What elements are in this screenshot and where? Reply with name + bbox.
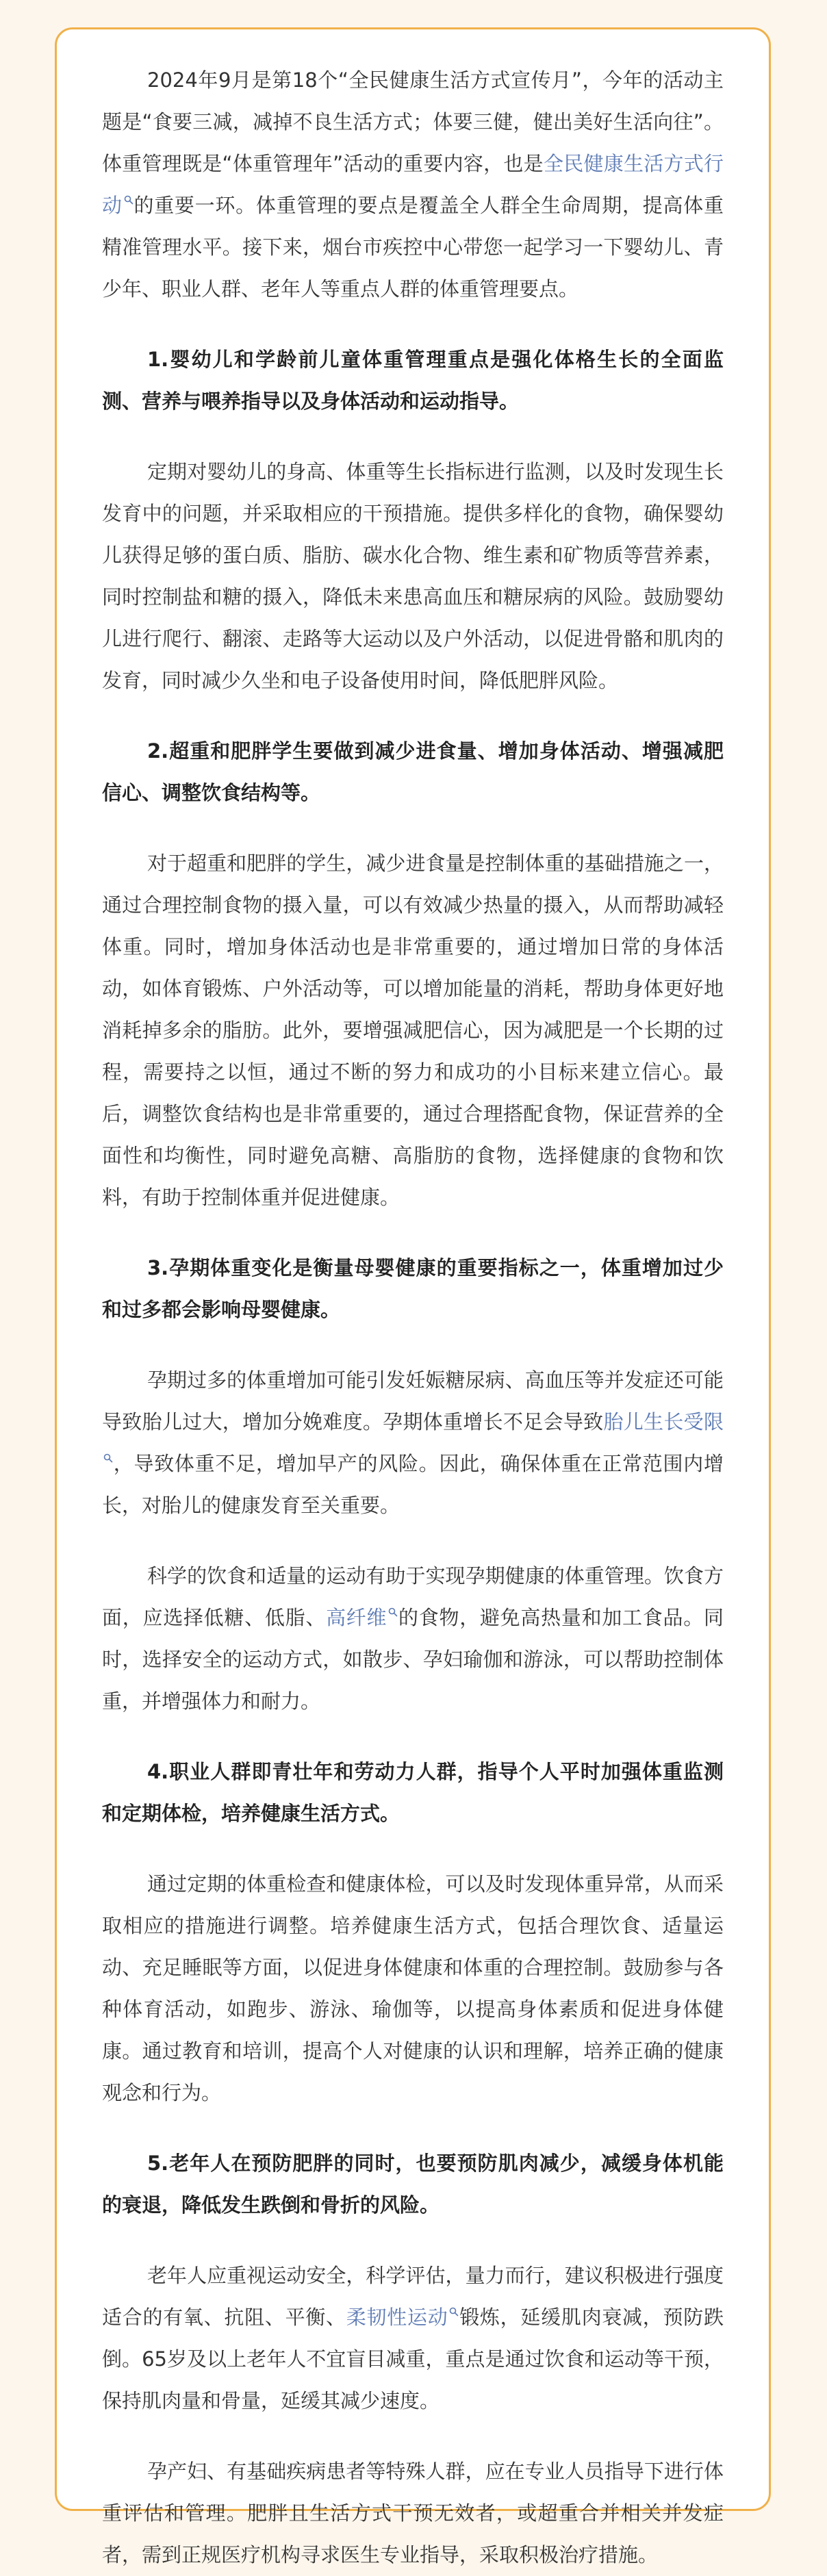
link-flexibility-exercise[interactable] [346,2306,459,2329]
paragraph-students: 对于超重和肥胖的学生，减少进食量是控制体重的基础措施之一，通过合理控制食物的摄入量，可以有效减少热量的摄入，从而帮助减轻体重。同时，增加身体活动也是非常重要的，通过增加日常的身体活动，如体育锻炼、户外活动等，可以增加能量的消耗，帮助身体更好地消耗掉多余的脂肪。此外，要增强减肥信心，因为减肥是一个长期的过程，需要持之以恒，通过不断的努力和成功的小目标来建立信心。最后，调整饮食结构也是非常重要的，通过合理搭配食物，保证营养的全面性和均衡性，同时避免高糖、高脂肪的食物，选择健康的食物和饮料，有助于控制体重并促进健康。 [102,852,724,1209]
elderly-text-1: 老年人应重视运动安全，科学评估，量力而行，建议积极进行强度适合的有氧、抗阻、平衡、 [102,2264,724,2329]
intro-text-1: 2024年9月是第18个“全民健康生活方式宣传月”，今年的活动主题是“食要三减，减掉不良生活方式；体要三健，健出美好生活向往”。体重管理既是“体重管理年”活动的重要内容，也是 [102,68,724,175]
link-text[interactable]: 高纤维 [326,1606,387,1629]
intro-text-2: 的重要一环。体重管理的要点是覆盖全人群全生命周期，提高体重精准管理水平。接下来，烟台市疾控中心带您一起学习一下婴幼儿、青少年、职业人群、老年人等重点人群的体重管理要点。 [102,194,724,301]
pregnancy-diet-text-2: 的食物，避免高热量和加工食品。同时，选择安全的运动方式，如散步、孕妇瑜伽和游泳，可以帮助控制体重，并增强体力和耐力。 [102,1606,724,1713]
section-heading-pregnancy: 3.孕期体重变化是衡量母婴健康的重要指标之一，体重增加过少和过多都会影响母婴健康。 [102,1256,724,1321]
pregnancy-text-2: ，导致体重不足，增加早产的风险。因此，确保体重在正常范围内增长，对胎儿的健康发育至关重要。 [102,1452,724,1517]
intro-paragraph [102,60,724,310]
paragraph-workforce: 通过定期的体重检查和健康体检，可以及时发现体重异常，从而采取相应的措施进行调整。培养健康生活方式，包括合理饮食、适量运动、充足睡眠等方面，以促进身体健康和体重的合理控制。鼓励参与各种体育活动，如跑步、游泳、瑜伽等，以提高身体素质和促进身体健康。通过教育和培训，提高个人对健康的认识和理解，培养正确的健康观念和行为。 [102,1872,724,2104]
link-text[interactable]: 全民健康生活方式行动 [102,152,724,217]
paragraph-infants: 定期对婴幼儿的身高、体重等生长指标进行监测，以及时发现生长发育中的问题，并采取相应的干预措施。提供多样化的食物，确保婴幼儿获得足够的蛋白质、脂肪、碳水化合物、维生素和矿物质等营养素，同时控制盐和糖的摄入，降低未来患高血压和糖尿病的风险。鼓励婴幼儿进行爬行、翻滚、走路等大运动以及户外活动，以促进骨骼和肌肉的发育，同时减少久坐和电子设备使用时间，降低肥胖风险。 [102,460,724,692]
pregnancy-diet-text-1: 科学的饮食和适量的运动有助于实现孕期健康的体重管理。饮食方面，应选择低糖、低脂、 [102,1564,724,1629]
paragraph-pregnancy-risks [102,1360,724,1527]
article-card [55,27,771,2566]
search-icon[interactable] [449,2307,459,2317]
section-heading-elderly: 5.老年人在预防肥胖的同时，也要预防肌肉减少，减缓身体机能的衰退，降低发生跌倒和骨折的风险。 [102,2152,724,2217]
section-heading-infants: 1.婴幼儿和学龄前儿童体重管理重点是强化体格生长的全面监测、营养与喂养指导以及身体活动和运动指导。 [102,348,724,413]
section-heading-students: 2.超重和肥胖学生要做到减少进食量、增加身体活动、增强减肥信心、调整饮食结构等。 [102,739,724,804]
search-icon[interactable] [388,1607,398,1617]
paragraph-special-groups: 孕产妇、有基础疾病患者等特殊人群，应在专业人员指导下进行体重评估和管理。肥胖且生活方式干预无效者，或超重合并相关并发症者，需到正规医疗机构寻求医生专业指导，采取积极治疗措施。 [102,2460,724,2566]
link-high-fiber[interactable] [326,1606,398,1629]
paragraph-elderly [102,2255,724,2422]
section-heading-workforce: 4.职业人群即青壮年和劳动力人群，指导个人平时加强体重监测和定期体检，培养健康生活方式。 [102,1760,724,1825]
elderly-text-2: 锻炼，延缓肌肉衰减，预防跌倒。65岁及以上老年人不宜盲目减重，重点是通过饮食和运动等干预，保持肌肉量和骨量，延缓其减少速度。 [102,2306,724,2412]
link-text[interactable]: 胎儿生长受限 [603,1410,724,1433]
paragraph-pregnancy-diet [102,1555,724,1722]
link-text[interactable]: 柔韧性运动 [346,2306,448,2329]
search-icon[interactable] [124,195,133,205]
search-icon[interactable] [103,1453,113,1463]
pregnancy-text-1: 孕期过多的体重增加可能引发妊娠糖尿病、高血压等并发症还可能导致胎儿过大，增加分娩难度。孕期体重增长不足会导致 [102,1368,724,1433]
